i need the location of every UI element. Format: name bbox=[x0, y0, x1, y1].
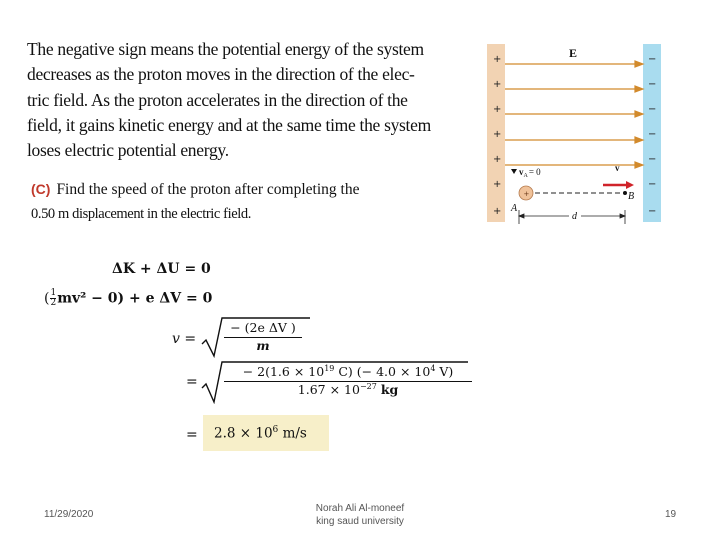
field-label: E bbox=[569, 46, 578, 60]
proton-symbol: + bbox=[523, 190, 530, 198]
equation-kinetic: ( $\frac{1}{2}$ mv² − 0) + e ΔV = 0 bbox=[44, 288, 213, 308]
footer-author-name: Norah Ali Al-moneef bbox=[315, 503, 405, 514]
explanation-paragraph bbox=[27, 37, 447, 163]
plus-sign: + bbox=[493, 129, 502, 140]
equation-energy-conservation: ΔK + ΔU = 0 bbox=[112, 261, 211, 277]
plus-sign: + bbox=[493, 206, 502, 217]
velocity-a-label bbox=[511, 167, 541, 179]
minus-sign: − bbox=[648, 104, 657, 115]
distance-label: d bbox=[572, 211, 577, 222]
minus-sign: − bbox=[648, 79, 657, 90]
minus-sign: − bbox=[648, 154, 657, 165]
electric-field-figure bbox=[485, 44, 665, 224]
paragraph-line: The negative sign means the potential energy of the system bbox=[27, 39, 424, 59]
velocity-arrow bbox=[603, 181, 634, 189]
plus-sign: + bbox=[493, 54, 502, 65]
part-c-line1: Find the speed of the proton after completing the bbox=[56, 181, 360, 198]
footer-author bbox=[300, 502, 420, 528]
final-answer: $2.8 \times 10^6$ m/s bbox=[214, 425, 307, 442]
part-c-line2: 0.50 m displacement in the electric field. bbox=[31, 206, 251, 222]
equation-result-equals: = bbox=[186, 427, 198, 443]
field-lines bbox=[505, 61, 643, 168]
part-c-tag: (C) bbox=[31, 181, 51, 197]
plus-sign: + bbox=[493, 179, 502, 190]
plus-sign: + bbox=[493, 79, 502, 90]
minus-sign: − bbox=[648, 206, 657, 217]
page-number: 19 bbox=[665, 509, 677, 520]
slide: The negative sign means the potential energy of the system decreases as the proton moves in the direction of the elec- tric field. As the proton accelerates in the direction of the field, it gains kinetic energy and at the same time the system loses electric potential energy. (C) Find the speed of the proton after completing the 0.50 m displacement in the electric field. + + + + + + + − − − − − − − E $v_A= 0$ v + A B d ΔK + ΔU = 0 ( $\frac{1}{2}$ mv² − 0) + e ΔV = 0 v = − (2e ΔV ) m = − $2(1.6 \times 10^{19}$ C) (− $4.0 \times 10^4$ V) $1.67 \times 10^{-27}$ kg = $2.8 \times 10^6$ m/s 11/29/2020 Norah Ali Al-moneef king saud university 19 bbox=[27, 39, 677, 527]
footer-institution: king saud university bbox=[316, 516, 404, 527]
footer-date: 11/29/2020 bbox=[44, 509, 94, 520]
paragraph-line: decreases as the proton moves in the direction of the elec- bbox=[27, 64, 415, 85]
plus-sign: + bbox=[493, 104, 502, 115]
minus-sign: − bbox=[648, 129, 657, 140]
point-a-label: A bbox=[511, 203, 518, 214]
point-b-marker bbox=[623, 191, 627, 195]
paragraph-line: field, it gains kinetic energy and at the same time the system bbox=[27, 114, 431, 135]
part-c-question bbox=[31, 177, 401, 226]
minus-sign: − bbox=[648, 54, 657, 65]
point-b-label: B bbox=[628, 191, 635, 202]
plus-sign: + bbox=[493, 154, 502, 165]
velocity-label: v bbox=[615, 163, 620, 173]
svg-text:vA= 0: $v_A= 0$ bbox=[519, 167, 541, 179]
paragraph-line: tric field. As the proton accelerates in the direction of the bbox=[27, 89, 408, 110]
paragraph-line: loses electric potential energy. bbox=[27, 140, 229, 161]
minus-sign: − bbox=[648, 179, 657, 190]
